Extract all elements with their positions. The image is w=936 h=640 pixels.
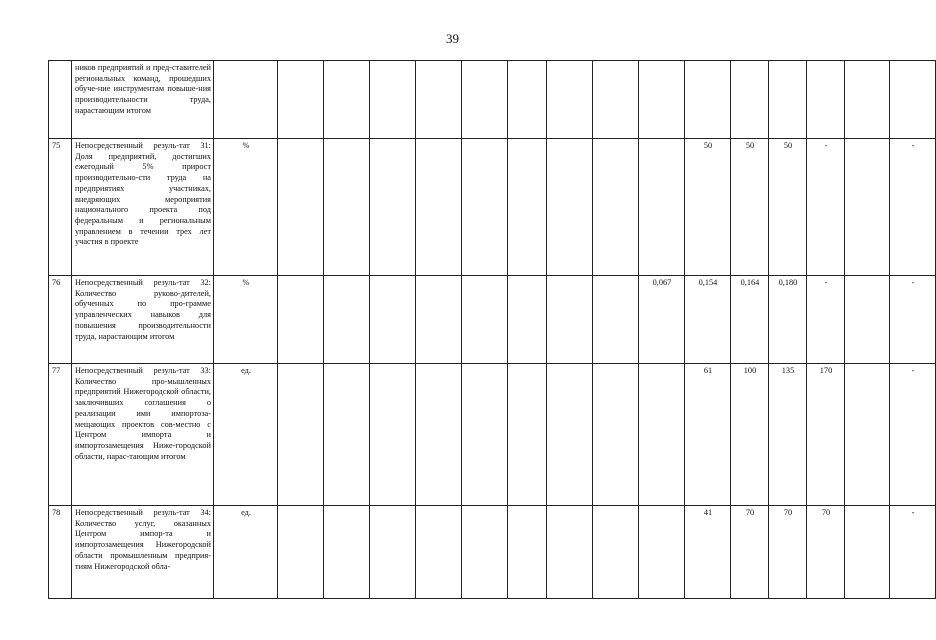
row-description: Непосредственный резуль-тат 31: Доля предприятий, достигших ежегодный 5% прирост производительно-сти труда на предприятиях участниках, внедряющих мероприятия национального проекта под федеральным и региональным управлением в течении трех лет участия в проекте	[72, 139, 214, 276]
empty-cell	[324, 139, 370, 276]
row-description: ников предприятий и пред-ставителей региональных команд, прошедших обуче-ние инструментам повыше-ния производительности труда, нарастающим итогом	[72, 61, 214, 139]
empty-cell	[508, 276, 547, 364]
row-unit: ед.	[214, 506, 278, 599]
row-unit: ед.	[214, 364, 278, 506]
value-cell	[731, 61, 769, 139]
value-cell	[639, 139, 685, 276]
value-cell	[639, 506, 685, 599]
table-row	[49, 506, 936, 599]
empty-cell	[845, 506, 890, 599]
value-cell: 170	[807, 364, 845, 506]
empty-cell	[278, 139, 324, 276]
value-cell: 41	[685, 506, 731, 599]
empty-cell	[324, 506, 370, 599]
empty-cell	[593, 61, 639, 139]
value-cell: -	[807, 139, 845, 276]
value-cell: -	[807, 276, 845, 364]
empty-cell	[593, 276, 639, 364]
value-cell	[639, 364, 685, 506]
row-number	[49, 61, 72, 139]
value-cell: 70	[731, 506, 769, 599]
table-row	[49, 276, 936, 364]
value-cell	[639, 61, 685, 139]
row-description: Непосредственный резуль-тат 34: Количество услуг, оказанных Центром импор-та и импортозамещения Нижегородской области промышленным предприя-тиям Нижегородской обла-	[72, 506, 214, 599]
value-cell	[890, 61, 936, 139]
empty-cell	[278, 364, 324, 506]
empty-cell	[324, 61, 370, 139]
value-cell	[807, 61, 845, 139]
value-cell: 50	[731, 139, 769, 276]
value-cell: 0,067	[639, 276, 685, 364]
value-cell: 61	[685, 364, 731, 506]
table-row	[49, 61, 936, 139]
empty-cell	[462, 364, 508, 506]
row-description: Непосредственный резуль-тат 32: Количество руково-дителей, обученных по про-грамме управленческих навыков для повышения производительности труда, нарастающим итогом	[72, 276, 214, 364]
value-cell: -	[890, 276, 936, 364]
empty-cell	[278, 61, 324, 139]
empty-cell	[593, 364, 639, 506]
empty-cell	[462, 276, 508, 364]
empty-cell	[370, 276, 416, 364]
row-unit: %	[214, 139, 278, 276]
empty-cell	[547, 276, 593, 364]
empty-cell	[462, 506, 508, 599]
row-unit	[214, 61, 278, 139]
empty-cell	[845, 61, 890, 139]
value-cell: 100	[731, 364, 769, 506]
empty-cell	[324, 364, 370, 506]
value-cell: 0,154	[685, 276, 731, 364]
empty-cell	[845, 364, 890, 506]
value-cell: 50	[685, 139, 731, 276]
empty-cell	[593, 506, 639, 599]
row-unit: %	[214, 276, 278, 364]
empty-cell	[370, 61, 416, 139]
empty-cell	[278, 276, 324, 364]
value-cell: 0,180	[769, 276, 807, 364]
row-number: 75	[49, 139, 72, 276]
empty-cell	[416, 506, 462, 599]
empty-cell	[845, 276, 890, 364]
empty-cell	[508, 506, 547, 599]
table-row	[49, 139, 936, 276]
row-description: Непосредственный резуль-тат 33: Количество про-мышленных предприятий Нижегородской области, заключивших соглашения о реализации ими импортоза-мещающих проектов сов-местно с Центром импорта и импортозамещения Ниже-городской области, нарас-тающим итогом	[72, 364, 214, 506]
empty-cell	[593, 139, 639, 276]
value-cell: 0,164	[731, 276, 769, 364]
empty-cell	[370, 364, 416, 506]
row-number: 77	[49, 364, 72, 506]
value-cell	[769, 61, 807, 139]
value-cell: -	[890, 506, 936, 599]
row-number: 78	[49, 506, 72, 599]
empty-cell	[416, 276, 462, 364]
empty-cell	[508, 139, 547, 276]
table-row	[49, 364, 936, 506]
value-cell: 135	[769, 364, 807, 506]
empty-cell	[462, 61, 508, 139]
value-cell	[685, 61, 731, 139]
row-number: 76	[49, 276, 72, 364]
page-number: 39	[446, 31, 459, 46]
empty-cell	[370, 506, 416, 599]
empty-cell	[416, 61, 462, 139]
empty-cell	[508, 364, 547, 506]
empty-cell	[547, 61, 593, 139]
empty-cell	[462, 139, 508, 276]
value-cell: -	[890, 364, 936, 506]
empty-cell	[547, 506, 593, 599]
empty-cell	[416, 139, 462, 276]
empty-cell	[845, 139, 890, 276]
empty-cell	[278, 506, 324, 599]
empty-cell	[547, 139, 593, 276]
value-cell: -	[890, 139, 936, 276]
empty-cell	[370, 139, 416, 276]
indicators-table	[48, 60, 936, 599]
empty-cell	[416, 364, 462, 506]
value-cell: 70	[807, 506, 845, 599]
empty-cell	[324, 276, 370, 364]
empty-cell	[508, 61, 547, 139]
value-cell: 50	[769, 139, 807, 276]
empty-cell	[547, 364, 593, 506]
value-cell: 70	[769, 506, 807, 599]
